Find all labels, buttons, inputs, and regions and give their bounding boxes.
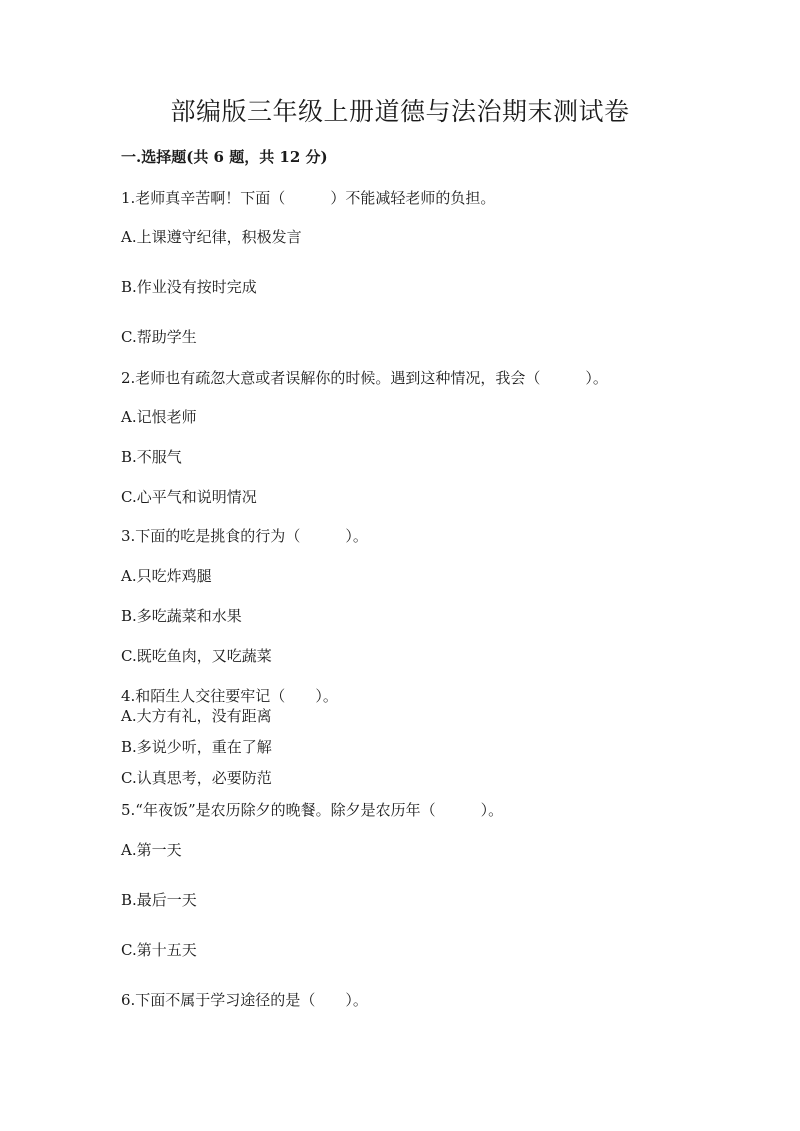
question-3-option-b: B.多吃蔬菜和水果 [121, 607, 242, 625]
question-2-option-b: B.不服气 [121, 448, 182, 466]
question-5-option-c: C.第十五天 [121, 941, 197, 959]
question-5-option-b: B.最后一天 [121, 891, 197, 909]
question-3-option-c: C.既吃鱼肉，又吃蔬菜 [121, 647, 272, 665]
question-4-option-a: A.大方有礼，没有距离 [121, 707, 272, 725]
section-heading: 一.选择题(共 6 题，共 12 分) [121, 148, 328, 166]
question-1-option-a: A.上课遵守纪律，积极发言 [121, 228, 302, 246]
question-1-option-b: B.作业没有按时完成 [121, 278, 257, 296]
question-4-option-b: B.多说少听，重在了解 [121, 738, 272, 756]
question-2-option-a: A.记恨老师 [121, 408, 197, 426]
question-3-stem: 3.下面的吃是挑食的行为（ ）。 [121, 527, 368, 545]
question-1-option-c: C.帮助学生 [121, 328, 197, 346]
question-4-stem: 4.和陌生人交往要牢记（ ）。 [121, 687, 338, 705]
question-5-stem: 5.“年夜饭”是农历除夕的晚餐。除夕是农历年（ ）。 [121, 801, 504, 819]
question-3-option-a: A.只吃炸鸡腿 [121, 567, 212, 585]
question-2-option-c: C.心平气和说明情况 [121, 488, 257, 506]
page-title: 部编版三年级上册道德与法治期末测试卷 [170, 97, 630, 126]
question-4-option-c: C.认真思考，必要防范 [121, 769, 272, 787]
question-5-option-a: A.第一天 [121, 841, 182, 859]
question-1-stem: 1.老师真辛苦啊！下面（ ）不能减轻老师的负担。 [121, 189, 496, 207]
question-2-stem: 2.老师也有疏忽大意或者误解你的时候。遇到这种情况，我会（ ）。 [121, 369, 608, 387]
question-6-stem: 6.下面不属于学习途径的是（ ）。 [121, 991, 368, 1009]
